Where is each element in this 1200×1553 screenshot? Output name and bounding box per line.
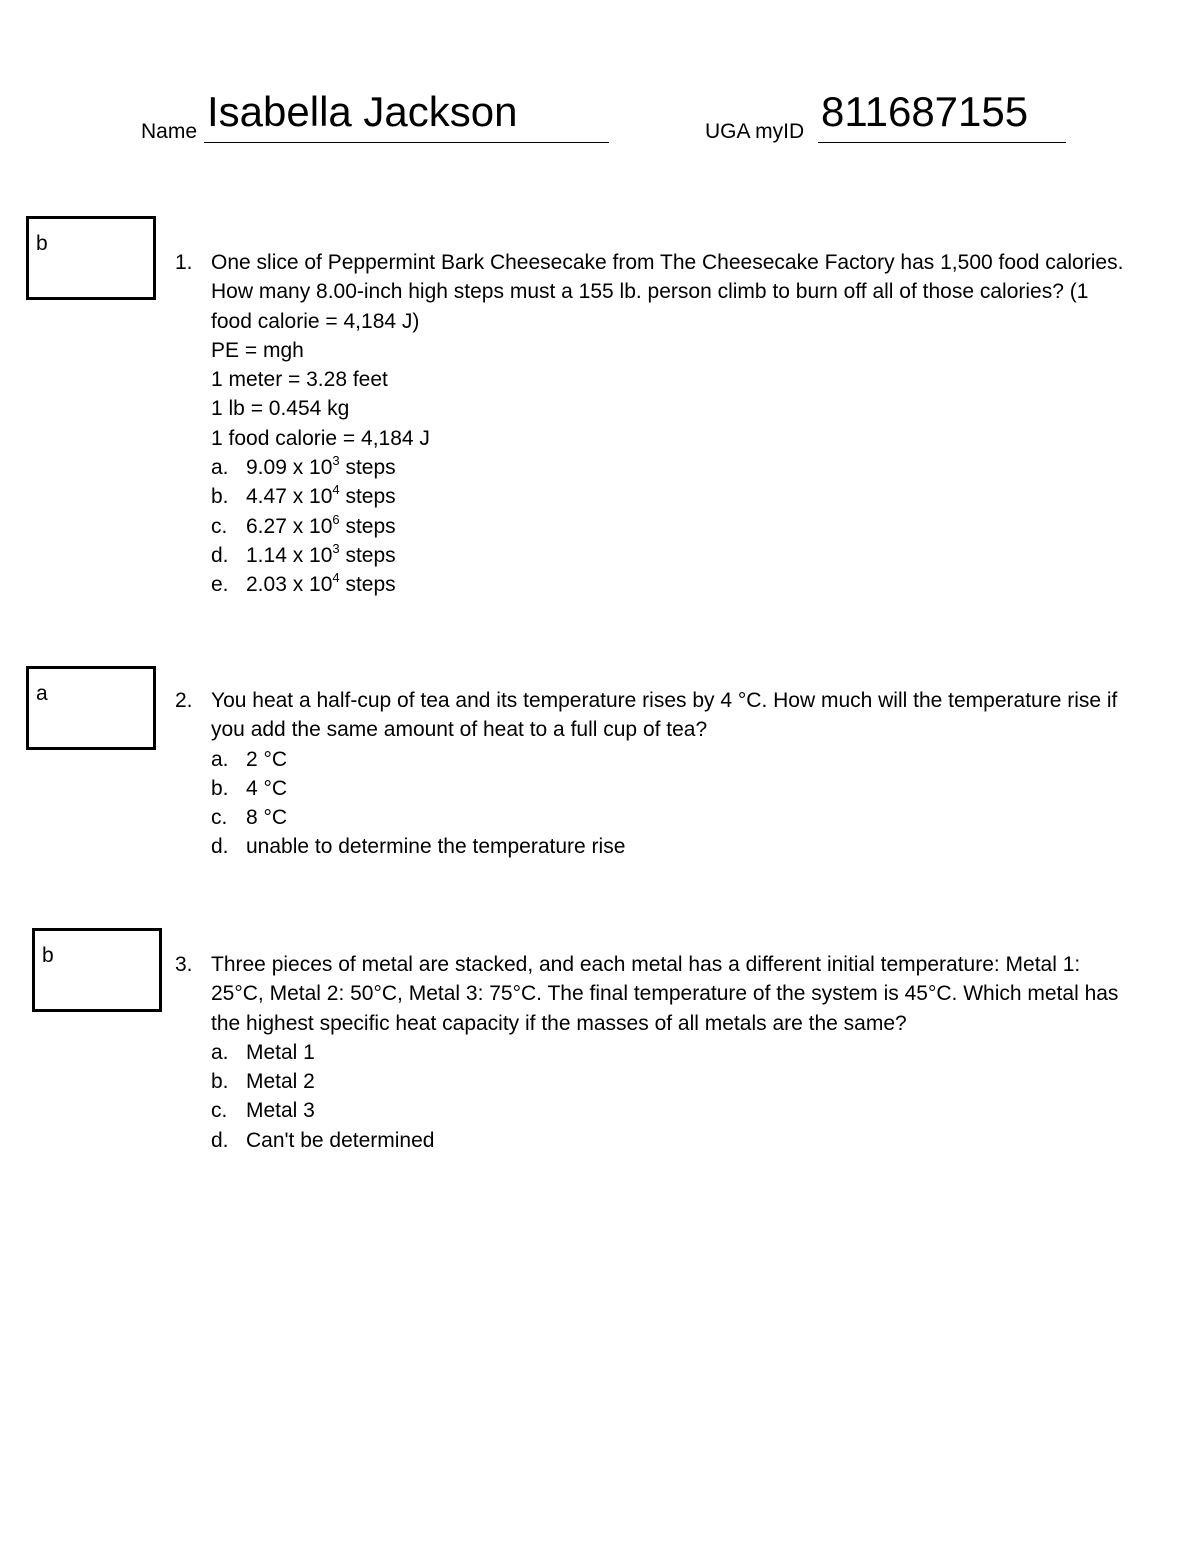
myid-label: UGA myID (705, 120, 805, 143)
choice-unit: steps (339, 456, 396, 480)
choice-mantissa: 4.47 x 10 (246, 485, 333, 509)
choice-item[interactable] (211, 1096, 1135, 1125)
name-label: Name (141, 120, 198, 143)
header (0, 88, 1200, 148)
myid-field[interactable] (705, 88, 1070, 148)
choice-exponent: 3 (332, 453, 340, 469)
choice-label: c. (211, 806, 228, 830)
choice-text: unable to determine the temperature rise (246, 835, 626, 859)
formula-line: 1 lb = 0.454 kg (211, 397, 350, 421)
choice-item[interactable] (211, 570, 1135, 599)
answer-box-2-value: a (36, 682, 48, 705)
choice-text: Metal 2 (246, 1070, 315, 1094)
choice-item[interactable] (211, 1067, 1135, 1096)
choice-text: Can't be determined (246, 1128, 435, 1152)
question-1 (175, 248, 1135, 600)
choice-label: a. (211, 1040, 229, 1064)
choice-label: a. (211, 747, 229, 771)
choice-exponent: 3 (332, 540, 340, 556)
choice-exponent: 4 (332, 570, 340, 586)
choice-unit: steps (339, 543, 396, 567)
answer-box-1-value: b (36, 232, 48, 255)
question-1-number: 1. (175, 251, 193, 274)
choice-label: d. (211, 835, 229, 859)
answer-box-2[interactable] (26, 666, 156, 750)
choice-label: c. (211, 1099, 228, 1123)
choice-item[interactable] (211, 774, 1135, 803)
question-2 (175, 686, 1135, 862)
choice-text: 8 °C (246, 806, 288, 830)
answer-box-1[interactable] (26, 216, 156, 300)
myid-value: 811687155 (821, 88, 1029, 135)
answer-box-3-value: b (42, 944, 54, 967)
question-3-text: Three pieces of metal are stacked, and each metal has a different initial temperature: Metal 1: 25°C, Metal 2: 50°C, Metal 3: 75°C. The final temperature of the system is 45°C. Which metal has the highest specific heat capacity if the masses of all metals are the same? (211, 953, 1119, 1035)
choice-label: b. (211, 776, 229, 800)
question-2-text: You heat a half-cup of tea and its temperature rises by 4 °C. How much will the temperature rise if you add the same amount of heat to a full cup of tea? (211, 689, 1118, 742)
choice-text: Metal 3 (246, 1099, 315, 1123)
formula-line: 1 meter = 3.28 feet (211, 368, 388, 392)
choice-label: c. (211, 514, 228, 538)
choice-label: d. (211, 1128, 229, 1152)
choice-label: d. (211, 543, 229, 567)
choice-item[interactable] (211, 482, 1135, 511)
name-value: Isabella Jackson (207, 88, 518, 135)
answer-box-3[interactable] (32, 928, 162, 1012)
choice-text: Metal 1 (246, 1040, 315, 1064)
choice-mantissa: 6.27 x 10 (246, 514, 333, 538)
choice-item[interactable] (211, 745, 1135, 774)
question-2-number: 2. (175, 689, 193, 712)
myid-underline (818, 142, 1066, 143)
question-3-number: 3. (175, 953, 193, 976)
choice-mantissa: 1.14 x 10 (246, 543, 333, 567)
choice-item[interactable] (211, 1126, 1135, 1155)
formula-line: PE = mgh (211, 338, 304, 362)
question-1-choices (175, 453, 1135, 599)
choice-text: 2 °C (246, 747, 288, 771)
question-1-text: One slice of Peppermint Bark Cheesecake from The Cheesecake Factory has 1,500 food calories. How many 8.00-inch high steps must a 155 lb. person climb to burn off all of those calories? (1 food calorie = 4,184 J) (211, 251, 1124, 333)
choice-mantissa: 2.03 x 10 (246, 573, 333, 597)
question-3-choices (175, 1038, 1135, 1155)
choice-item[interactable] (211, 1038, 1135, 1067)
name-underline (204, 142, 609, 143)
choice-exponent: 6 (332, 511, 340, 527)
choice-label: b. (211, 1070, 229, 1094)
choice-item[interactable] (211, 512, 1135, 541)
choice-label: a. (211, 456, 229, 480)
choice-unit: steps (339, 514, 396, 538)
choice-item[interactable] (211, 832, 1135, 861)
choice-unit: steps (339, 573, 396, 597)
choice-item[interactable] (211, 541, 1135, 570)
choice-text: 4 °C (246, 776, 288, 800)
name-field[interactable] (141, 88, 611, 148)
question-2-choices (175, 745, 1135, 862)
choice-item[interactable] (211, 803, 1135, 832)
choice-exponent: 4 (332, 482, 340, 498)
formula-line: 1 food calorie = 4,184 J (211, 426, 430, 450)
question-3 (175, 950, 1135, 1155)
choice-label: e. (211, 573, 229, 597)
choice-mantissa: 9.09 x 10 (246, 456, 333, 480)
choice-unit: steps (339, 485, 396, 509)
choice-label: b. (211, 485, 229, 509)
choice-item[interactable] (211, 453, 1135, 482)
